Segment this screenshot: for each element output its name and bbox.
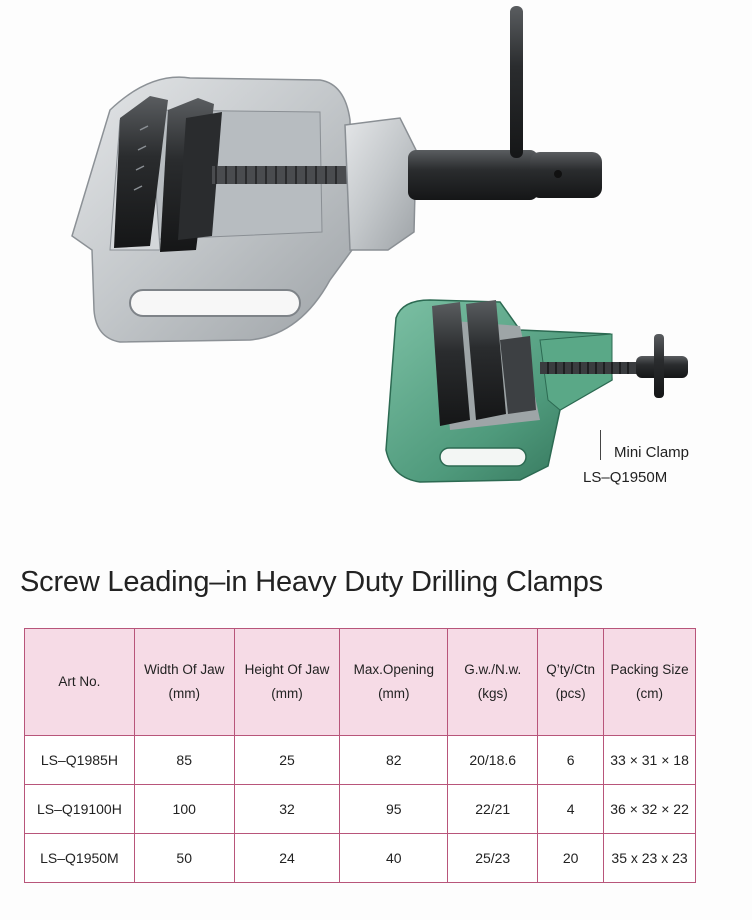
cell-weight: 20/18.6 <box>448 736 538 785</box>
table-row <box>25 834 696 883</box>
cell-height-of-jaw: 24 <box>234 834 340 883</box>
header-weight: G.w./N.w. (kgs) <box>448 629 538 736</box>
header-width-of-jaw: Width Of Jaw (mm) <box>134 629 234 736</box>
cell-max-opening: 95 <box>340 785 448 834</box>
table-row <box>25 785 696 834</box>
page-title: Screw Leading–in Heavy Duty Drilling Clamps <box>20 566 603 598</box>
mini-clamp-model-caption: LS–Q1950M <box>583 469 668 486</box>
cell-width-of-jaw: 100 <box>134 785 234 834</box>
cell-art-no: LS–Q19100H <box>25 785 135 834</box>
cell-width-of-jaw: 85 <box>134 736 234 785</box>
header-art-no: Art No. <box>25 629 135 736</box>
specification-table <box>24 628 696 883</box>
header-height-of-jaw: Height Of Jaw (mm) <box>234 629 340 736</box>
cell-qty-per-carton: 6 <box>538 736 604 785</box>
cell-qty-per-carton: 20 <box>538 834 604 883</box>
large-clamp-image <box>72 6 602 342</box>
cell-height-of-jaw: 32 <box>234 785 340 834</box>
header-qty-per-carton: Q’ty/Ctn (pcs) <box>538 629 604 736</box>
table-row <box>25 736 696 785</box>
cell-height-of-jaw: 25 <box>234 736 340 785</box>
cell-packing-size: 36 × 32 × 22 <box>604 785 696 834</box>
cell-packing-size: 33 × 31 × 18 <box>604 736 696 785</box>
mini-clamp-caption: Mini Clamp <box>614 444 690 461</box>
cell-weight: 22/21 <box>448 785 538 834</box>
cell-packing-size: 35 x 23 x 23 <box>604 834 696 883</box>
cell-weight: 25/23 <box>448 834 538 883</box>
header-packing-size: Packing Size (cm) <box>604 629 696 736</box>
cell-art-no: LS–Q1950M <box>25 834 135 883</box>
table-header-row <box>25 629 696 736</box>
header-max-opening: Max.Opening (mm) <box>340 629 448 736</box>
cell-qty-per-carton: 4 <box>538 785 604 834</box>
caption-leader-line <box>600 430 601 460</box>
cell-width-of-jaw: 50 <box>134 834 234 883</box>
cell-art-no: LS–Q1985H <box>25 736 135 785</box>
cell-max-opening: 40 <box>340 834 448 883</box>
cell-max-opening: 82 <box>340 736 448 785</box>
